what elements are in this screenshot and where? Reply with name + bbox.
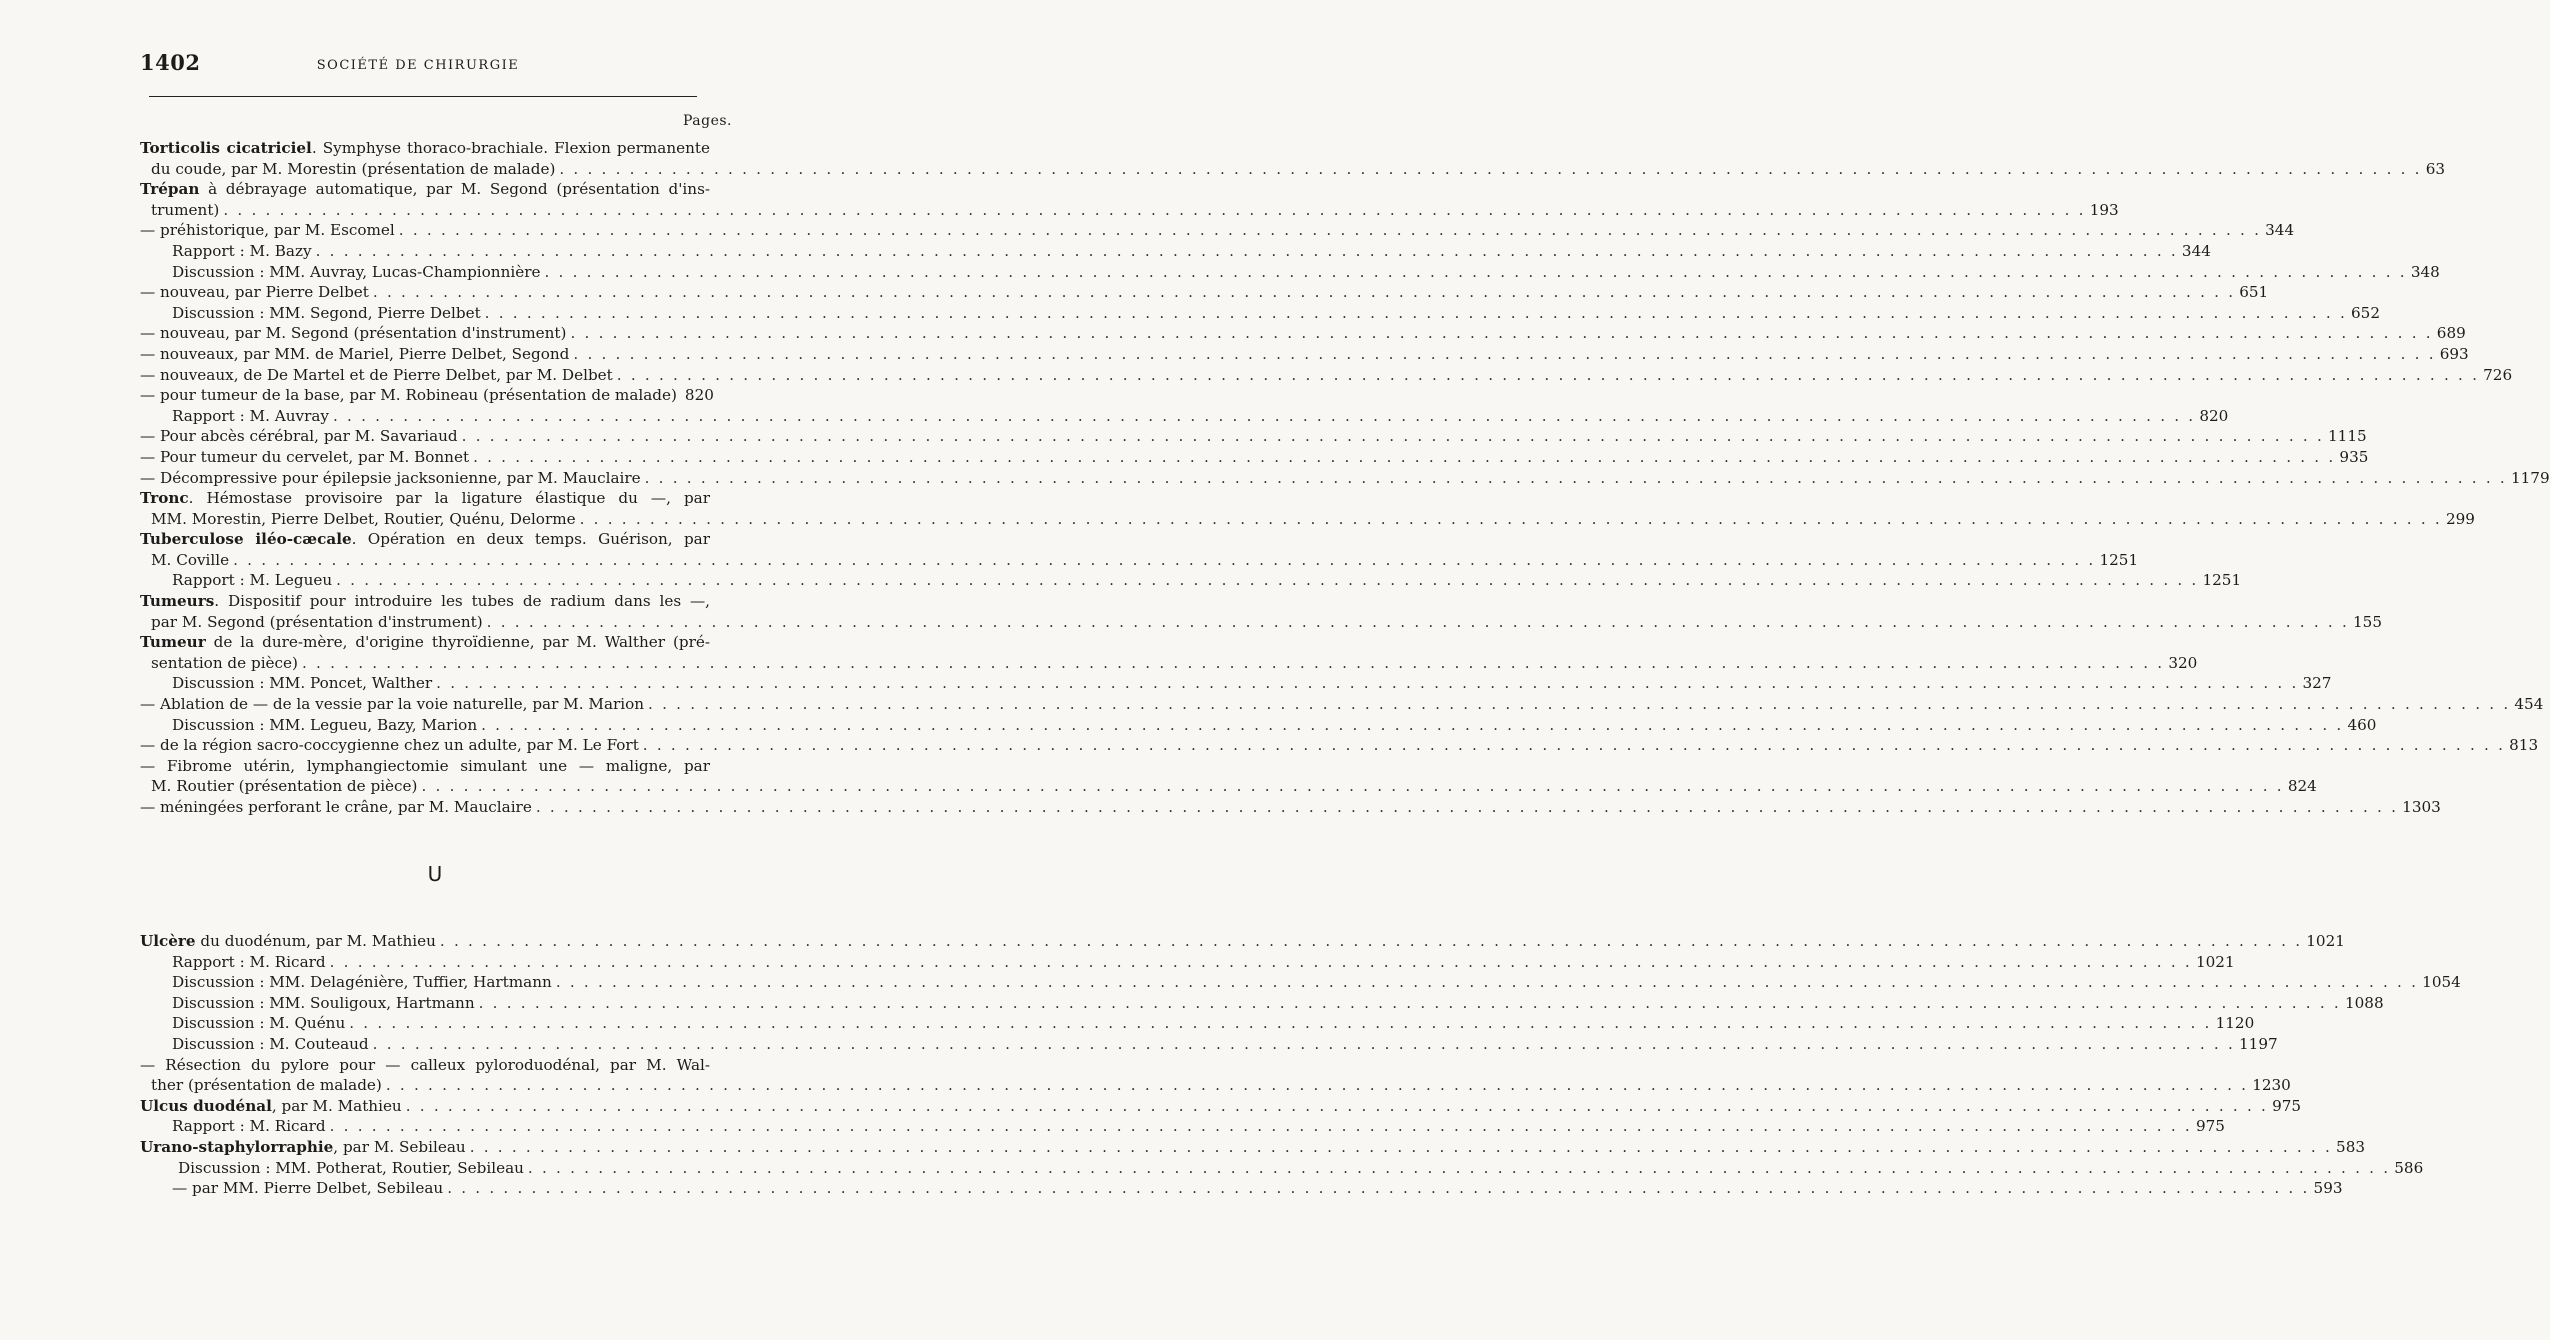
- index-entry: [140, 179, 2119, 220]
- entry-text: ther (présentation de malade): [151, 1076, 382, 1095]
- index-entry: [140, 406, 2229, 427]
- page-ref: 327: [2302, 674, 2332, 693]
- page-ref: 651: [2239, 283, 2269, 302]
- leader-dots: [544, 262, 2406, 283]
- leader-dots: [648, 694, 2510, 715]
- entry-line: Tuberculose iléo-cæcale. Opération en deux temps. Guérison, par: [140, 530, 710, 549]
- leader-dots: [559, 159, 2421, 180]
- page-ref: 813: [2509, 736, 2539, 755]
- page-ref: 1054: [2422, 973, 2461, 992]
- index-entry: [140, 241, 2211, 262]
- leader-dots: [386, 1075, 2248, 1096]
- entry-text: — pour tumeur de la base, par M. Robineau (présentation de malade): [140, 386, 677, 405]
- page-ref: 1088: [2344, 993, 2384, 1012]
- page-ref: 935: [2339, 447, 2369, 466]
- index-entry: [140, 735, 2539, 756]
- leader-dots: [570, 323, 2432, 344]
- leader-dots: [536, 797, 2398, 818]
- page-ref: 1197: [2239, 1034, 2278, 1053]
- page-ref: 689: [2436, 324, 2466, 343]
- entry-text: du coude, par M. Morestin (présentation de malade): [151, 159, 556, 178]
- entry-text: — par MM. Pierre Delbet, Sebileau: [172, 1179, 444, 1198]
- page-ref: 975: [2272, 1096, 2302, 1115]
- entry-text: M. Coville: [151, 550, 230, 569]
- page-ref: 726: [2483, 365, 2513, 384]
- page-ref: 975: [2195, 1117, 2225, 1136]
- leader-dots: [421, 776, 2283, 797]
- page-ref: 820: [684, 386, 714, 405]
- entry-line: — Fibrome utérin, lymphangiectomie simulant une — maligne, par: [140, 756, 710, 775]
- leader-dots: [406, 1096, 2268, 1117]
- index-section-t: [140, 138, 2550, 818]
- page-ref: 1179: [2510, 468, 2550, 487]
- index-entry: [140, 1034, 2278, 1055]
- page-ref: 1021: [2306, 932, 2345, 950]
- entry-text: Rapport : M. Ricard: [172, 1117, 326, 1136]
- entry-text: trument): [151, 200, 220, 219]
- entry-text: — Pour tumeur du cervelet, par M. Bonnet: [140, 447, 470, 466]
- page-number: 1402: [140, 50, 201, 75]
- index-entry: [140, 138, 2446, 179]
- index-entry: [140, 262, 2440, 283]
- entry-text: sentation de pièce): [151, 653, 298, 672]
- entry-line: Tumeur de la dure-mère, d'origine thyroïdienne, par M. Walther (pré-: [140, 633, 710, 652]
- page-ref: 299: [2445, 509, 2475, 528]
- index-entry: [140, 1158, 2424, 1179]
- leader-dots: [440, 931, 2302, 952]
- entry-text: Discussion : MM. Auvray, Lucas-Championnière: [172, 262, 541, 281]
- leader-dots: [643, 735, 2505, 756]
- leader-dots: [556, 972, 2418, 993]
- entry-text: — de la région sacro-coccygienne chez un adulte, par M. Le Fort: [140, 736, 639, 755]
- page-header: [140, 50, 696, 80]
- page-ref: 652: [2351, 303, 2381, 322]
- page-ref: 824: [2287, 777, 2317, 796]
- entry-text: Urano-staphylorraphie, par M. Sebileau: [140, 1137, 466, 1156]
- page-ref: 193: [2089, 200, 2119, 219]
- entry-text: Discussion : MM. Segond, Pierre Delbet: [172, 303, 481, 322]
- index-entry: [140, 1137, 2366, 1158]
- page-ref: 593: [2313, 1179, 2343, 1198]
- entry-text: Discussion : MM. Delagénière, Tuffier, Hartmann: [172, 973, 552, 992]
- leader-dots: [330, 952, 2192, 973]
- entry-line: Trépan à débrayage automatique, par M. Segond (présentation d'ins-: [140, 180, 710, 199]
- index-entry: [140, 220, 2295, 241]
- leader-dots: [487, 612, 2349, 633]
- leader-dots: [436, 673, 2298, 694]
- leader-dots: [485, 303, 2347, 324]
- entry-text: Rapport : M. Legueu: [172, 571, 333, 590]
- leader-dots: [470, 1137, 2332, 1158]
- entry-text: — nouveau, par M. Segond (présentation d'instrument): [140, 324, 567, 343]
- entry-text: Discussion : MM. Potherat, Routier, Sebileau: [178, 1158, 524, 1177]
- index-entry: [140, 797, 2441, 818]
- index-entry: [140, 673, 2332, 694]
- section-letter-u: U: [427, 862, 443, 886]
- index-entry: [140, 303, 2381, 324]
- index-entry: [140, 1055, 2291, 1096]
- index-entry: [140, 931, 2345, 952]
- index-entry: [140, 529, 2139, 570]
- leader-dots: [349, 1013, 2211, 1034]
- index-entry: [140, 694, 2544, 715]
- leader-dots: [333, 406, 2195, 427]
- entry-text: — méningées perforant le crâne, par M. Mauclaire: [140, 798, 532, 816]
- entry-text: M. Routier (présentation de pièce): [151, 777, 418, 796]
- page-ref: 1021: [2195, 952, 2235, 971]
- leader-dots: [479, 993, 2341, 1014]
- index-entry: [140, 282, 2269, 303]
- leader-dots: [462, 426, 2324, 447]
- page-ref: 63: [2425, 159, 2446, 178]
- leader-dots: [481, 715, 2343, 736]
- running-title: SOCIÉTÉ DE CHIRURGIE: [316, 58, 520, 73]
- index-entry: [140, 1116, 2225, 1137]
- entry-line: — Résection du pylore pour — calleux pyloroduodénal, par M. Wal-: [140, 1055, 710, 1074]
- page-ref: 155: [2353, 612, 2383, 631]
- entry-text: — Pour abcès cérébral, par M. Savariaud: [140, 427, 458, 446]
- index-entry: [140, 426, 2367, 447]
- index-section-u: [140, 931, 2461, 1199]
- entry-text: Discussion : M. Quénu: [172, 1014, 346, 1033]
- index-entry: [140, 468, 2550, 489]
- index-entry: [140, 1013, 2255, 1034]
- entry-text: Discussion : MM. Legueu, Bazy, Marion: [172, 715, 478, 734]
- entry-text: par M. Segond (présentation d'instrument): [151, 612, 483, 631]
- index-entry: [140, 447, 2369, 468]
- index-entry: [140, 1178, 2343, 1199]
- index-entry: [140, 344, 2469, 365]
- entry-text: Discussion : MM. Souligoux, Hartmann: [172, 993, 475, 1012]
- entry-text: Ulcus duodénal, par M. Mathieu: [140, 1096, 402, 1115]
- leader-dots: [447, 1178, 2309, 1199]
- index-entry: [140, 993, 2384, 1014]
- entry-line: Tumeurs. Dispositif pour introduire les tubes de radium dans les —,: [140, 592, 710, 611]
- index-entry: [140, 756, 2317, 797]
- entry-text: — nouveaux, de De Martel et de Pierre Delbet, par M. Delbet: [140, 365, 613, 384]
- page-ref: 1115: [2328, 427, 2367, 446]
- leader-dots: [573, 344, 2435, 365]
- index-entry: [140, 972, 2461, 993]
- leader-dots: [330, 1116, 2192, 1137]
- page-ref: 320: [2168, 653, 2198, 672]
- leader-dots: [580, 509, 2442, 530]
- leader-dots: [617, 365, 2479, 386]
- entry-text: Ulcère du duodénum, par M. Mathieu: [140, 932, 436, 950]
- page-ref: 586: [2394, 1158, 2424, 1177]
- leader-dots: [223, 200, 2085, 221]
- pages-column-label: Pages.: [682, 113, 732, 129]
- entry-text: Rapport : M. Bazy: [172, 241, 312, 260]
- page-ref: 460: [2347, 715, 2377, 734]
- index-entry: [140, 570, 2242, 591]
- index-entry: [140, 365, 2513, 386]
- index-entry: [140, 952, 2235, 973]
- index-entry: [140, 1096, 2302, 1117]
- leader-dots: [316, 241, 2178, 262]
- header-rule: [149, 96, 697, 97]
- leader-dots: [373, 1034, 2235, 1055]
- entry-text: Discussion : MM. Poncet, Walther: [172, 674, 433, 693]
- page-ref: 1303: [2402, 798, 2441, 816]
- entry-text: Rapport : M. Ricard: [172, 952, 326, 971]
- entry-text: — Décompressive pour épilepsie jacksonienne, par M. Mauclaire: [140, 468, 641, 487]
- page-ref: 1230: [2252, 1076, 2291, 1095]
- index-entry: [140, 488, 2475, 529]
- page-ref: 1120: [2215, 1014, 2255, 1033]
- leader-dots: [528, 1158, 2390, 1179]
- leader-dots: [302, 653, 2164, 674]
- entry-text: — préhistorique, par M. Escomel: [140, 221, 395, 240]
- page-ref: 1251: [2202, 571, 2242, 590]
- leader-dots: [399, 220, 2261, 241]
- index-entry: [140, 591, 2383, 632]
- page-ref: 348: [2410, 262, 2440, 281]
- page-ref: 693: [2439, 344, 2469, 363]
- page-ref: 820: [2199, 406, 2229, 425]
- index-entry: [140, 715, 2377, 736]
- index-entry: [140, 632, 2198, 673]
- entry-text: Discussion : M. Couteaud: [172, 1034, 369, 1053]
- page-ref: 454: [2514, 695, 2544, 714]
- page-ref: 1251: [2099, 550, 2139, 569]
- entry-text: — nouveaux, par MM. de Mariel, Pierre Delbet, Segond: [140, 344, 570, 363]
- index-entry: [140, 323, 2466, 344]
- entry-line: Torticolis cicatriciel. Symphyse thoraco-brachiale. Flexion permanente: [140, 139, 710, 157]
- leader-dots: [233, 550, 2095, 571]
- entry-text: MM. Morestin, Pierre Delbet, Routier, Quénu, Delorme: [151, 509, 576, 528]
- entry-text: — Ablation de — de la vessie par la voie naturelle, par M. Marion: [140, 695, 645, 714]
- entry-line: Tronc. Hémostase provisoire par la ligature élastique du —, par: [140, 489, 710, 508]
- index-entry: [140, 385, 714, 406]
- page-ref: 344: [2181, 241, 2211, 260]
- leader-dots: [473, 447, 2335, 468]
- entry-text: — nouveau, par Pierre Delbet: [140, 283, 369, 302]
- leader-dots: [645, 468, 2507, 489]
- entry-text: Rapport : M. Auvray: [172, 406, 329, 425]
- leader-dots: [336, 570, 2198, 591]
- page-ref: 344: [2265, 221, 2295, 240]
- page-ref: 583: [2336, 1137, 2366, 1156]
- leader-dots: [373, 282, 2235, 303]
